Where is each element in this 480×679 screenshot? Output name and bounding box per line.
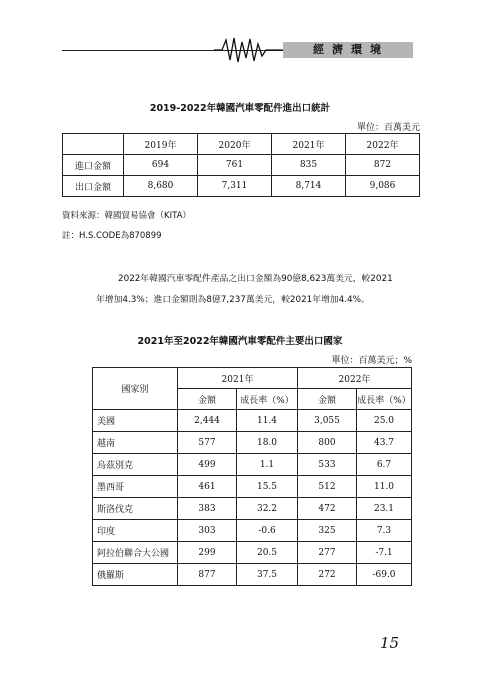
page-number: 15 <box>380 634 400 652</box>
table-cell: 512 <box>298 476 357 498</box>
country-cell: 印度 <box>93 520 178 542</box>
table-cell: 23.1 <box>357 498 412 520</box>
country-cell: 美國 <box>93 410 178 432</box>
table-cell: 761 <box>198 155 272 176</box>
table1-year-header: 2021年 <box>272 134 346 155</box>
table-cell: 272 <box>298 564 357 586</box>
table-cell: 835 <box>272 155 346 176</box>
table-cell: 11.0 <box>357 476 412 498</box>
country-cell: 越南 <box>93 432 178 454</box>
country-cell: 墨西哥 <box>93 476 178 498</box>
table-cell: 3,055 <box>298 410 357 432</box>
table-cell: 325 <box>298 520 357 542</box>
table1-year-header: 2019年 <box>124 134 198 155</box>
table1-header-row <box>63 134 420 155</box>
table1-source: 資料來源：韓國貿易協會（KITA） <box>62 211 191 221</box>
table-cell: 25.0 <box>357 410 412 432</box>
table-row <box>93 476 412 498</box>
table2-title: 2021年至2022年韓國汽車零配件主要出口國家 <box>137 336 343 347</box>
paragraph-line-1: 2022年韓國汽車零配件產品之出口金額為90億8,623萬美元，較2021 <box>118 274 393 284</box>
country-cell: 俄羅斯 <box>93 564 178 586</box>
amount-header: 金額 <box>178 389 237 410</box>
table-cell: -0.6 <box>237 520 298 542</box>
section-title: 經濟環境 <box>313 43 389 56</box>
table-row <box>93 410 412 432</box>
import-export-table <box>62 133 420 197</box>
table-cell: -7.1 <box>357 542 412 564</box>
table-cell: 299 <box>178 542 237 564</box>
table-cell: 877 <box>178 564 237 586</box>
table-cell: 499 <box>178 454 237 476</box>
table-cell: 472 <box>298 498 357 520</box>
amount-header: 金額 <box>298 389 357 410</box>
table-cell: 800 <box>298 432 357 454</box>
table-cell: 37.5 <box>237 564 298 586</box>
table-row <box>63 176 420 197</box>
table-cell: 461 <box>178 476 237 498</box>
table-cell: 383 <box>178 498 237 520</box>
section-header-bar <box>283 42 413 58</box>
row-label: 進口金額 <box>63 155 124 176</box>
table-row <box>63 155 420 176</box>
heartbeat-wave-icon <box>214 36 286 64</box>
table-cell: 32.2 <box>237 498 298 520</box>
table-cell: 303 <box>178 520 237 542</box>
table-cell: 533 <box>298 454 357 476</box>
table-cell: 2,444 <box>178 410 237 432</box>
table-cell: 872 <box>346 155 420 176</box>
export-countries-table <box>92 367 412 586</box>
year-header-2021: 2021年 <box>178 368 298 389</box>
table-cell: 694 <box>124 155 198 176</box>
table1-note: 註：H.S.CODE為870899 <box>62 231 162 241</box>
table2-unit: 單位：百萬美元；% <box>331 356 412 366</box>
year-header-2022: 2022年 <box>298 368 412 389</box>
country-cell: 阿拉伯聯合大公國 <box>93 542 178 564</box>
table-row <box>93 432 412 454</box>
country-header: 國家別 <box>93 368 178 410</box>
table-row <box>93 564 412 586</box>
paragraph-line-2: 年增加4.3%；進口金額則為8億7,237萬美元，較2021年增加4.4%。 <box>96 295 370 305</box>
country-cell: 斯洛伐克 <box>93 498 178 520</box>
table-cell: 8,680 <box>124 176 198 197</box>
growth-header: 成長率（%） <box>237 389 298 410</box>
table-cell: -69.0 <box>357 564 412 586</box>
table1-year-header: 2020年 <box>198 134 272 155</box>
row-label: 出口金額 <box>63 176 124 197</box>
table-cell: 277 <box>298 542 357 564</box>
table-cell: 577 <box>178 432 237 454</box>
table-cell: 9,086 <box>346 176 420 197</box>
table-cell: 7,311 <box>198 176 272 197</box>
table2-body <box>93 410 412 586</box>
table1-year-header: 2022年 <box>346 134 420 155</box>
table1-title: 2019-2022年韓國汽車零配件進出口統計 <box>149 103 331 114</box>
table-cell: 43.7 <box>357 432 412 454</box>
country-cell: 烏茲別克 <box>93 454 178 476</box>
table-cell: 7.3 <box>357 520 412 542</box>
table-row <box>93 520 412 542</box>
table-row <box>93 454 412 476</box>
table-cell: 11.4 <box>237 410 298 432</box>
table-cell: 15.5 <box>237 476 298 498</box>
table-row <box>93 498 412 520</box>
table-cell: 6.7 <box>357 454 412 476</box>
growth-header: 成長率（%） <box>357 389 412 410</box>
table-cell: 1.1 <box>237 454 298 476</box>
table-cell: 8,714 <box>272 176 346 197</box>
table1-corner-cell <box>63 134 124 155</box>
table-cell: 20.5 <box>237 542 298 564</box>
table-cell: 18.0 <box>237 432 298 454</box>
table-row <box>93 542 412 564</box>
table1-unit: 單位：百萬美元 <box>356 123 420 133</box>
